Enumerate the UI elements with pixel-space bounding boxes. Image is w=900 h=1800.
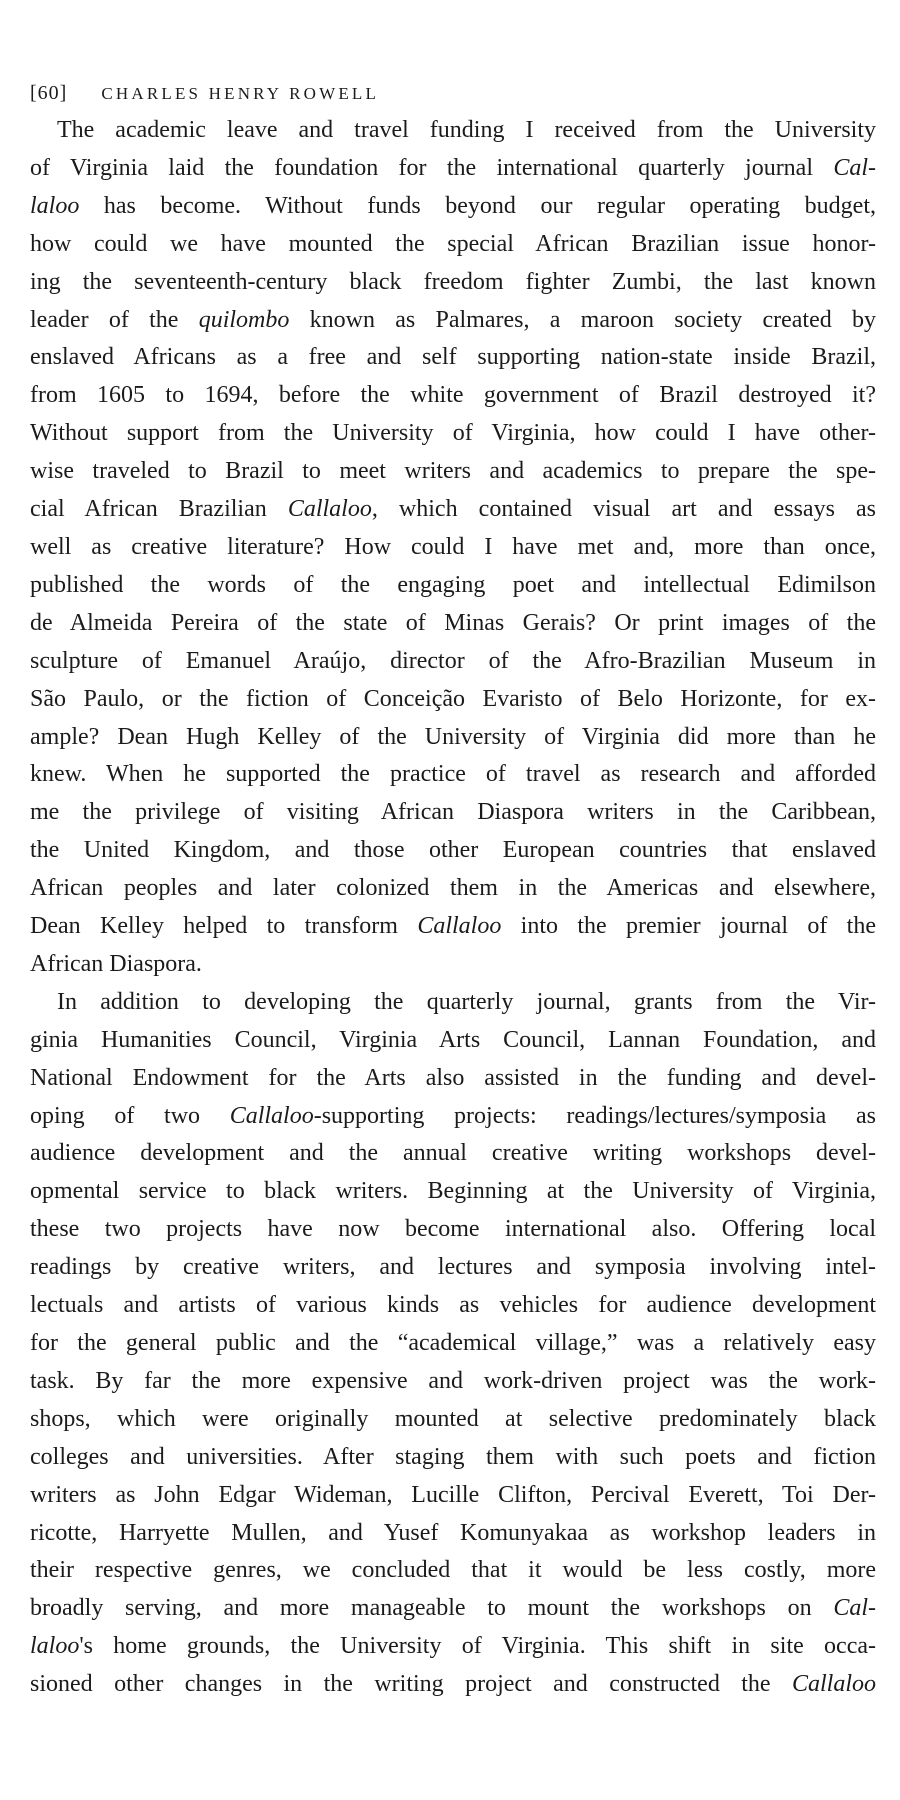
text-segment: their respective genres, we concluded that it would be less costly, more [30,1557,876,1584]
text-line [30,1439,876,1477]
text-segment: audience development and the annual creative writing workshops devel- [30,1140,876,1167]
italic-text-segment: Callaloo [287,496,372,523]
page-number: [60] [30,82,68,104]
text-segment: the United Kingdom, and those other European countries that enslaved [30,837,876,864]
text-segment: sculpture of Emanuel Araújo, director of the Afro-Brazilian Museum in [30,647,876,674]
text-segment: from 1605 to 1694, before the white government of Brazil destroyed it? [30,382,876,409]
text-segment: Dean Kelley helped to transform [30,913,418,940]
text-line [30,1211,876,1249]
text-segment: ginia Humanities Council, Virginia Arts Council, Lannan Foundation, and [30,1026,876,1053]
text-line [30,1515,876,1553]
italic-text-segment: Cal- [833,1595,876,1622]
page-body [30,112,876,1704]
text-segment: -supporting projects: readings/lectures/symposia as [313,1102,876,1129]
text-line [30,1022,876,1060]
text-segment: oping of two [30,1102,230,1129]
text-segment: readings by creative writers, and lectures and symposia involving intel- [30,1254,876,1281]
text-line [30,719,876,757]
text-segment: ricotte, Harryette Mullen, and Yusef Komunyakaa as workshop leaders in [30,1519,876,1546]
text-line [30,150,876,188]
text-segment: task. By far the more expensive and work-driven project was the work- [30,1367,876,1394]
text-segment: writers as John Edgar Wideman, Lucille Clifton, Percival Everett, Toi Der- [30,1481,876,1508]
text-line [30,1590,876,1628]
text-line [30,1325,876,1363]
text-line [30,1098,876,1136]
italic-text-segment: laloo [30,192,80,219]
text-line [30,1401,876,1439]
italic-text-segment: Cal- [833,154,876,181]
text-line [30,529,876,567]
text-line [30,1477,876,1515]
text-segment: into the premier journal of the [501,913,876,940]
text-segment: Without support from the University of Virginia, how could I have other- [30,420,876,447]
text-segment: leader of the [30,306,199,333]
text-segment: de Almeida Pereira of the state of Minas Gerais? Or print images of the [30,609,876,636]
text-line [30,1287,876,1325]
text-line [30,188,876,226]
text-line [30,1060,876,1098]
italic-text-segment: Callaloo [229,1102,314,1129]
text-segment: for the general public and the “academical village,” was a relatively easy [30,1330,876,1356]
text-segment: published the words of the engaging poet and intellectual Edimilson [30,571,876,598]
text-segment: known as Palmares, a maroon society created by [289,306,876,333]
text-segment: The academic leave and travel funding I received from the University [57,117,876,143]
text-segment: enslaved Africans as a free and self supporting nation-state inside Brazil, [30,344,876,371]
text-line [30,908,876,946]
text-line [30,112,876,150]
text-segment: cial African Brazilian [30,496,288,523]
text-line [30,756,876,794]
text-line [30,1363,876,1401]
text-segment: colleges and universities. After staging them with such poets and fiction [30,1443,876,1470]
text-segment: ing the seventeenth-century black freedom fighter Zumbi, the last known [30,268,876,295]
text-line [30,377,876,415]
text-line [30,1666,876,1704]
text-segment: In addition to developing the quarterly journal, grants from the Vir- [57,988,876,1015]
text-line [30,681,876,719]
text-segment: ample? Dean Hugh Kelley of the University of Virginia did more than he [30,723,876,750]
text-segment: National Endowment for the Arts also assisted in the funding and devel- [30,1064,876,1091]
text-line [30,1628,876,1666]
text-segment: wise traveled to Brazil to meet writers and academics to prepare the spe- [30,458,876,485]
text-line [30,984,876,1022]
text-line [30,264,876,302]
text-line [30,870,876,908]
text-line [30,415,876,453]
text-line [30,1249,876,1287]
running-header [30,82,379,105]
text-line [30,605,876,643]
text-segment: shops, which were originally mounted at selective predominately black [30,1405,876,1432]
italic-text-segment: laloo [30,1633,80,1660]
italic-text-segment: Callaloo [417,913,502,940]
text-segment: how could we have mounted the special African Brazilian issue honor- [30,230,876,257]
text-segment: well as creative literature? How could I have met and, more than once, [30,533,876,560]
text-line [30,567,876,605]
text-segment: African Diaspora. [30,950,202,977]
text-line [30,643,876,681]
text-segment: broadly serving, and more manageable to mount the workshops on [30,1595,834,1622]
text-segment: these two projects have now become international also. Offering local [30,1216,876,1243]
text-segment: sioned other changes in the writing project and constructed the [30,1671,792,1698]
text-line [30,226,876,264]
text-line [30,1552,876,1590]
text-line [30,491,876,529]
text-line [30,302,876,340]
italic-text-segment: quilombo [198,306,290,333]
text-line [30,453,876,491]
text-segment: has become. Without funds beyond our regular operating budget, [79,192,876,219]
text-segment: , which contained visual art and essays as [371,496,876,523]
text-segment: 's home grounds, the University of Virginia. This shift in site occa- [79,1633,876,1660]
text-line [30,946,876,984]
running-header-author: CHARLES HENRY ROWELL [101,84,380,103]
text-line [30,1135,876,1173]
text-segment: opmental service to black writers. Beginning at the University of Virginia, [30,1178,876,1205]
text-segment: São Paulo, or the fiction of Conceição Evaristo of Belo Horizonte, for ex- [30,685,876,712]
text-line [30,794,876,832]
text-segment: of Virginia laid the foundation for the international quarterly journal [30,154,834,181]
italic-text-segment: Callaloo [791,1671,876,1698]
text-line [30,1173,876,1211]
text-line [30,832,876,870]
text-line [30,339,876,377]
text-segment: lectuals and artists of various kinds as vehicles for audience development [30,1292,876,1319]
text-segment: knew. When he supported the practice of travel as research and afforded [30,761,876,788]
text-segment: African peoples and later colonized them in the Americas and elsewhere, [30,875,876,902]
text-segment: me the privilege of visiting African Diaspora writers in the Caribbean, [30,799,876,826]
